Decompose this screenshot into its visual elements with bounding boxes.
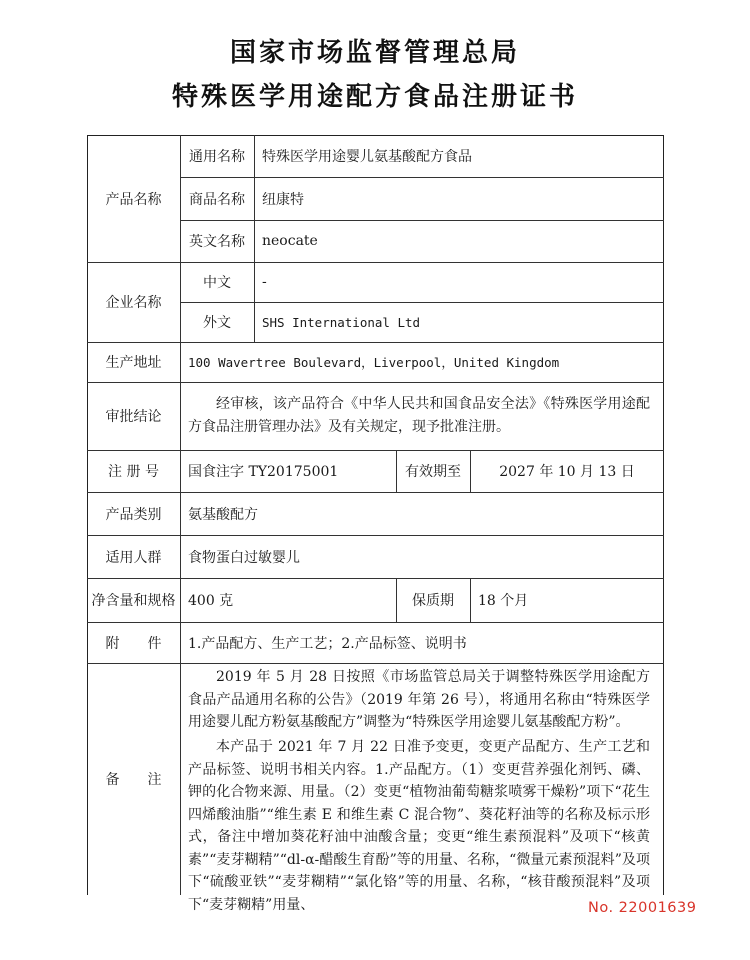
- approval-label: 审批结论: [105, 409, 162, 425]
- shelf-life-label: 保质期: [412, 593, 454, 609]
- category-label: 产品类别: [105, 506, 162, 523]
- generic-name-label: 通用名称: [189, 149, 245, 165]
- issuing-authority-title: 国家市场监督管理总局: [229, 38, 520, 68]
- net-content-value: 400 克: [188, 593, 234, 609]
- validity-date: 2027 年 10 月 13 日: [499, 464, 635, 480]
- certificate-number: No. 22001639: [588, 900, 697, 916]
- remarks-paragraph-2: 本产品于 2021 年 7 月 22 日准予变更，变更产品配方、生产工艺和产品标签、说明书相关内容。1.产品配方。（1）变更营养强化剂钙、磷、钾的化合物来源、用量。（2）变更“植物油葡萄糖浆喷雾干燥粉”项下“花生四烯酸油脂”“维生素 E 和维生素 C 混合物”、葵花籽油等的名称及标示形式，备注中增加葵花籽油中油酸含量；变更“维生素预混料”及项下“核黄素”“麦芽糊精”“dl-α-醋酸生育酚”等的用量、名称，“微量元素预混料”及项下“硫酸亚铁”“麦芽糊精”“氯化铬”等的用量、名称，“核苷酸预混料”及项下“麦芽糊精”用量、: [188, 739, 650, 913]
- address-label: 生产地址: [105, 355, 162, 371]
- certificate-title: 特殊医学用途配方食品注册证书: [171, 82, 578, 112]
- remarks-label: 备 注: [105, 772, 162, 788]
- category-value: 氨基酸配方: [188, 506, 258, 523]
- company-name-label: 企业名称: [105, 295, 162, 311]
- address-value: 100 Wavertree Boulevard，Liverpool，United Kingdom: [188, 355, 560, 370]
- company-chinese-label: 中文: [203, 275, 231, 291]
- approval-text: 经审核，该产品符合《中华人民共和国食品安全法》《特殊医学用途配方食品注册管理办法》及有关规定，现予批准注册。: [188, 396, 650, 435]
- net-content-label: 净含量和规格: [91, 593, 176, 609]
- trade-name-value: 纽康特: [262, 191, 304, 208]
- generic-name-value: 特殊医学用途婴儿氨基酸配方食品: [262, 149, 472, 165]
- english-name-label: 英文名称: [189, 234, 245, 250]
- product-name-label: 产品名称: [105, 191, 162, 208]
- trade-name-label: 商品名称: [189, 191, 245, 208]
- registration-label: 注 册 号: [108, 464, 159, 480]
- remarks-paragraph-1: 2019 年 5 月 28 日按照《市场监管总局关于调整特殊医学用途配方食品产品通用名称的公告》（2019 年第 26 号），将通用名称由“特殊医学用途婴儿配方粉氨基酸配方”调整为“特殊医学用途婴儿氨基酸配方粉”。: [188, 669, 650, 730]
- shelf-life-value: 18 个月: [478, 593, 529, 609]
- company-foreign-label: 外文: [203, 315, 231, 331]
- population-label: 适用人群: [105, 549, 162, 566]
- attachments-value: 1.产品配方、生产工艺；2.产品标签、说明书: [188, 635, 467, 652]
- validity-label: 有效期至: [405, 464, 461, 480]
- population-value: 食物蛋白过敏婴儿: [188, 549, 300, 566]
- registration-number: 国食注字 TY20175001: [188, 464, 339, 480]
- company-foreign-value: SHS International Ltd: [262, 314, 421, 330]
- attachments-label: 附 件: [105, 635, 162, 652]
- english-name-value: neocate: [262, 233, 318, 249]
- company-chinese-value: -: [262, 274, 267, 290]
